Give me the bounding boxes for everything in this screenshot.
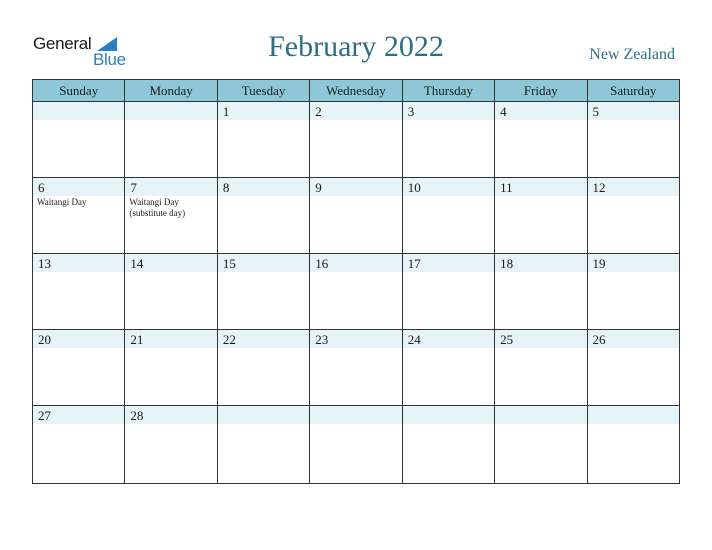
weekday-header: Tuesday [217,80,309,102]
day-number: 14 [130,256,144,271]
day-cell [495,178,587,254]
day-cell [402,178,494,254]
day-cell [587,178,679,254]
day-number: 8 [222,180,230,195]
day-cell [125,406,217,484]
week-row [33,102,680,178]
weekday-header: Wednesday [310,80,402,102]
calendar-title: February 2022 [268,30,444,63]
day-number: 19 [592,256,606,271]
day-number: 12 [592,180,606,195]
day-cell [495,102,587,178]
day-cell [217,254,309,330]
day-cell [33,178,125,254]
day-number: 5 [592,104,600,119]
day-number: 25 [500,332,514,347]
day-number: 22 [222,332,236,347]
day-cell [310,102,402,178]
day-cell [495,330,587,406]
holiday-label: Waitangi Day [37,197,87,207]
day-cell [587,254,679,330]
holiday-label: Waitangi Day (substitute day) [129,197,186,218]
day-number: 18 [500,256,514,271]
day-cell [217,406,309,484]
day-number: 24 [407,332,421,347]
day-number: 7 [130,180,137,195]
day-number: 11 [500,180,513,195]
day-number: 27 [38,408,51,423]
day-number: 4 [500,104,507,119]
day-number: 2 [315,104,322,119]
day-cell [310,330,402,406]
day-number: 10 [407,180,421,195]
day-cell [33,102,125,178]
day-cell [125,178,217,254]
day-cell [402,406,494,484]
day-number: 28 [130,408,144,423]
logo-text-blue: Blue [93,50,126,69]
day-cell [402,102,494,178]
day-cell [310,254,402,330]
week-row [33,406,680,484]
weekday-header-row [33,80,680,102]
day-number: 16 [315,256,329,271]
day-cell [125,254,217,330]
day-number: 3 [407,104,415,119]
day-cell [33,254,125,330]
day-cell [310,178,402,254]
day-number: 13 [38,256,51,271]
country-label: New Zealand [589,46,675,63]
week-row [33,330,680,406]
day-number: 20 [38,332,51,347]
week-row [33,254,680,330]
weekday-header: Saturday [587,80,679,102]
day-cell [125,330,217,406]
day-number: 9 [315,180,322,195]
day-cell [587,102,679,178]
day-number: 26 [592,332,606,347]
day-cell [495,254,587,330]
calendar-grid [32,79,680,484]
day-cell [310,406,402,484]
day-number: 15 [222,256,236,271]
day-number: 21 [130,332,144,347]
day-cell [402,330,494,406]
day-cell [495,406,587,484]
day-cell [125,102,217,178]
week-row [33,178,680,254]
day-cell [217,330,309,406]
weekday-header: Sunday [33,80,125,102]
weekday-header: Friday [495,80,587,102]
day-number: 1 [222,104,230,119]
weekday-header: Monday [125,80,217,102]
weekday-header: Thursday [402,80,494,102]
day-cell [33,406,125,484]
day-number: 23 [315,332,329,347]
day-cell [33,330,125,406]
day-number: 6 [38,180,45,195]
day-number: 17 [407,256,421,271]
day-cell [587,330,679,406]
day-cell [587,406,679,484]
logo-text-general: General [33,34,92,53]
day-cell [402,254,494,330]
day-cell [217,102,309,178]
day-cell [217,178,309,254]
